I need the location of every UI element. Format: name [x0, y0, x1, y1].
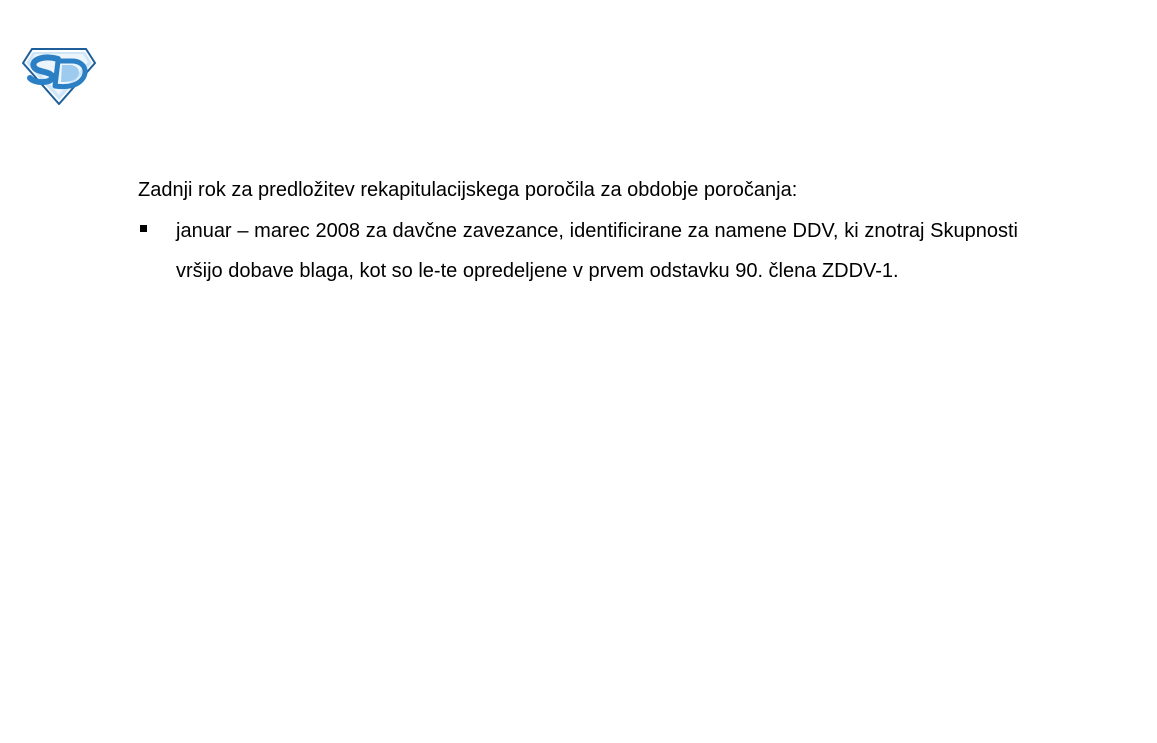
bullet-text: januar – marec 2008 za davčne zavezance, identificirane za namene DDV, ki znotraj Skupnosti vršijo dobave blaga, kot so le-te opredeljene v prvem odstavku 90. člena ZDDV-1.: [176, 220, 1018, 282]
bullet-list: [138, 211, 1018, 291]
list-item: [138, 211, 1018, 291]
intro-paragraph: Zadnji rok za predložitev rekapitulacijskega poročila za obdobje poročanja:: [138, 179, 798, 201]
document-body: [138, 175, 1018, 291]
square-bullet-icon: [140, 225, 147, 232]
sd-logo-icon: [22, 47, 96, 105]
